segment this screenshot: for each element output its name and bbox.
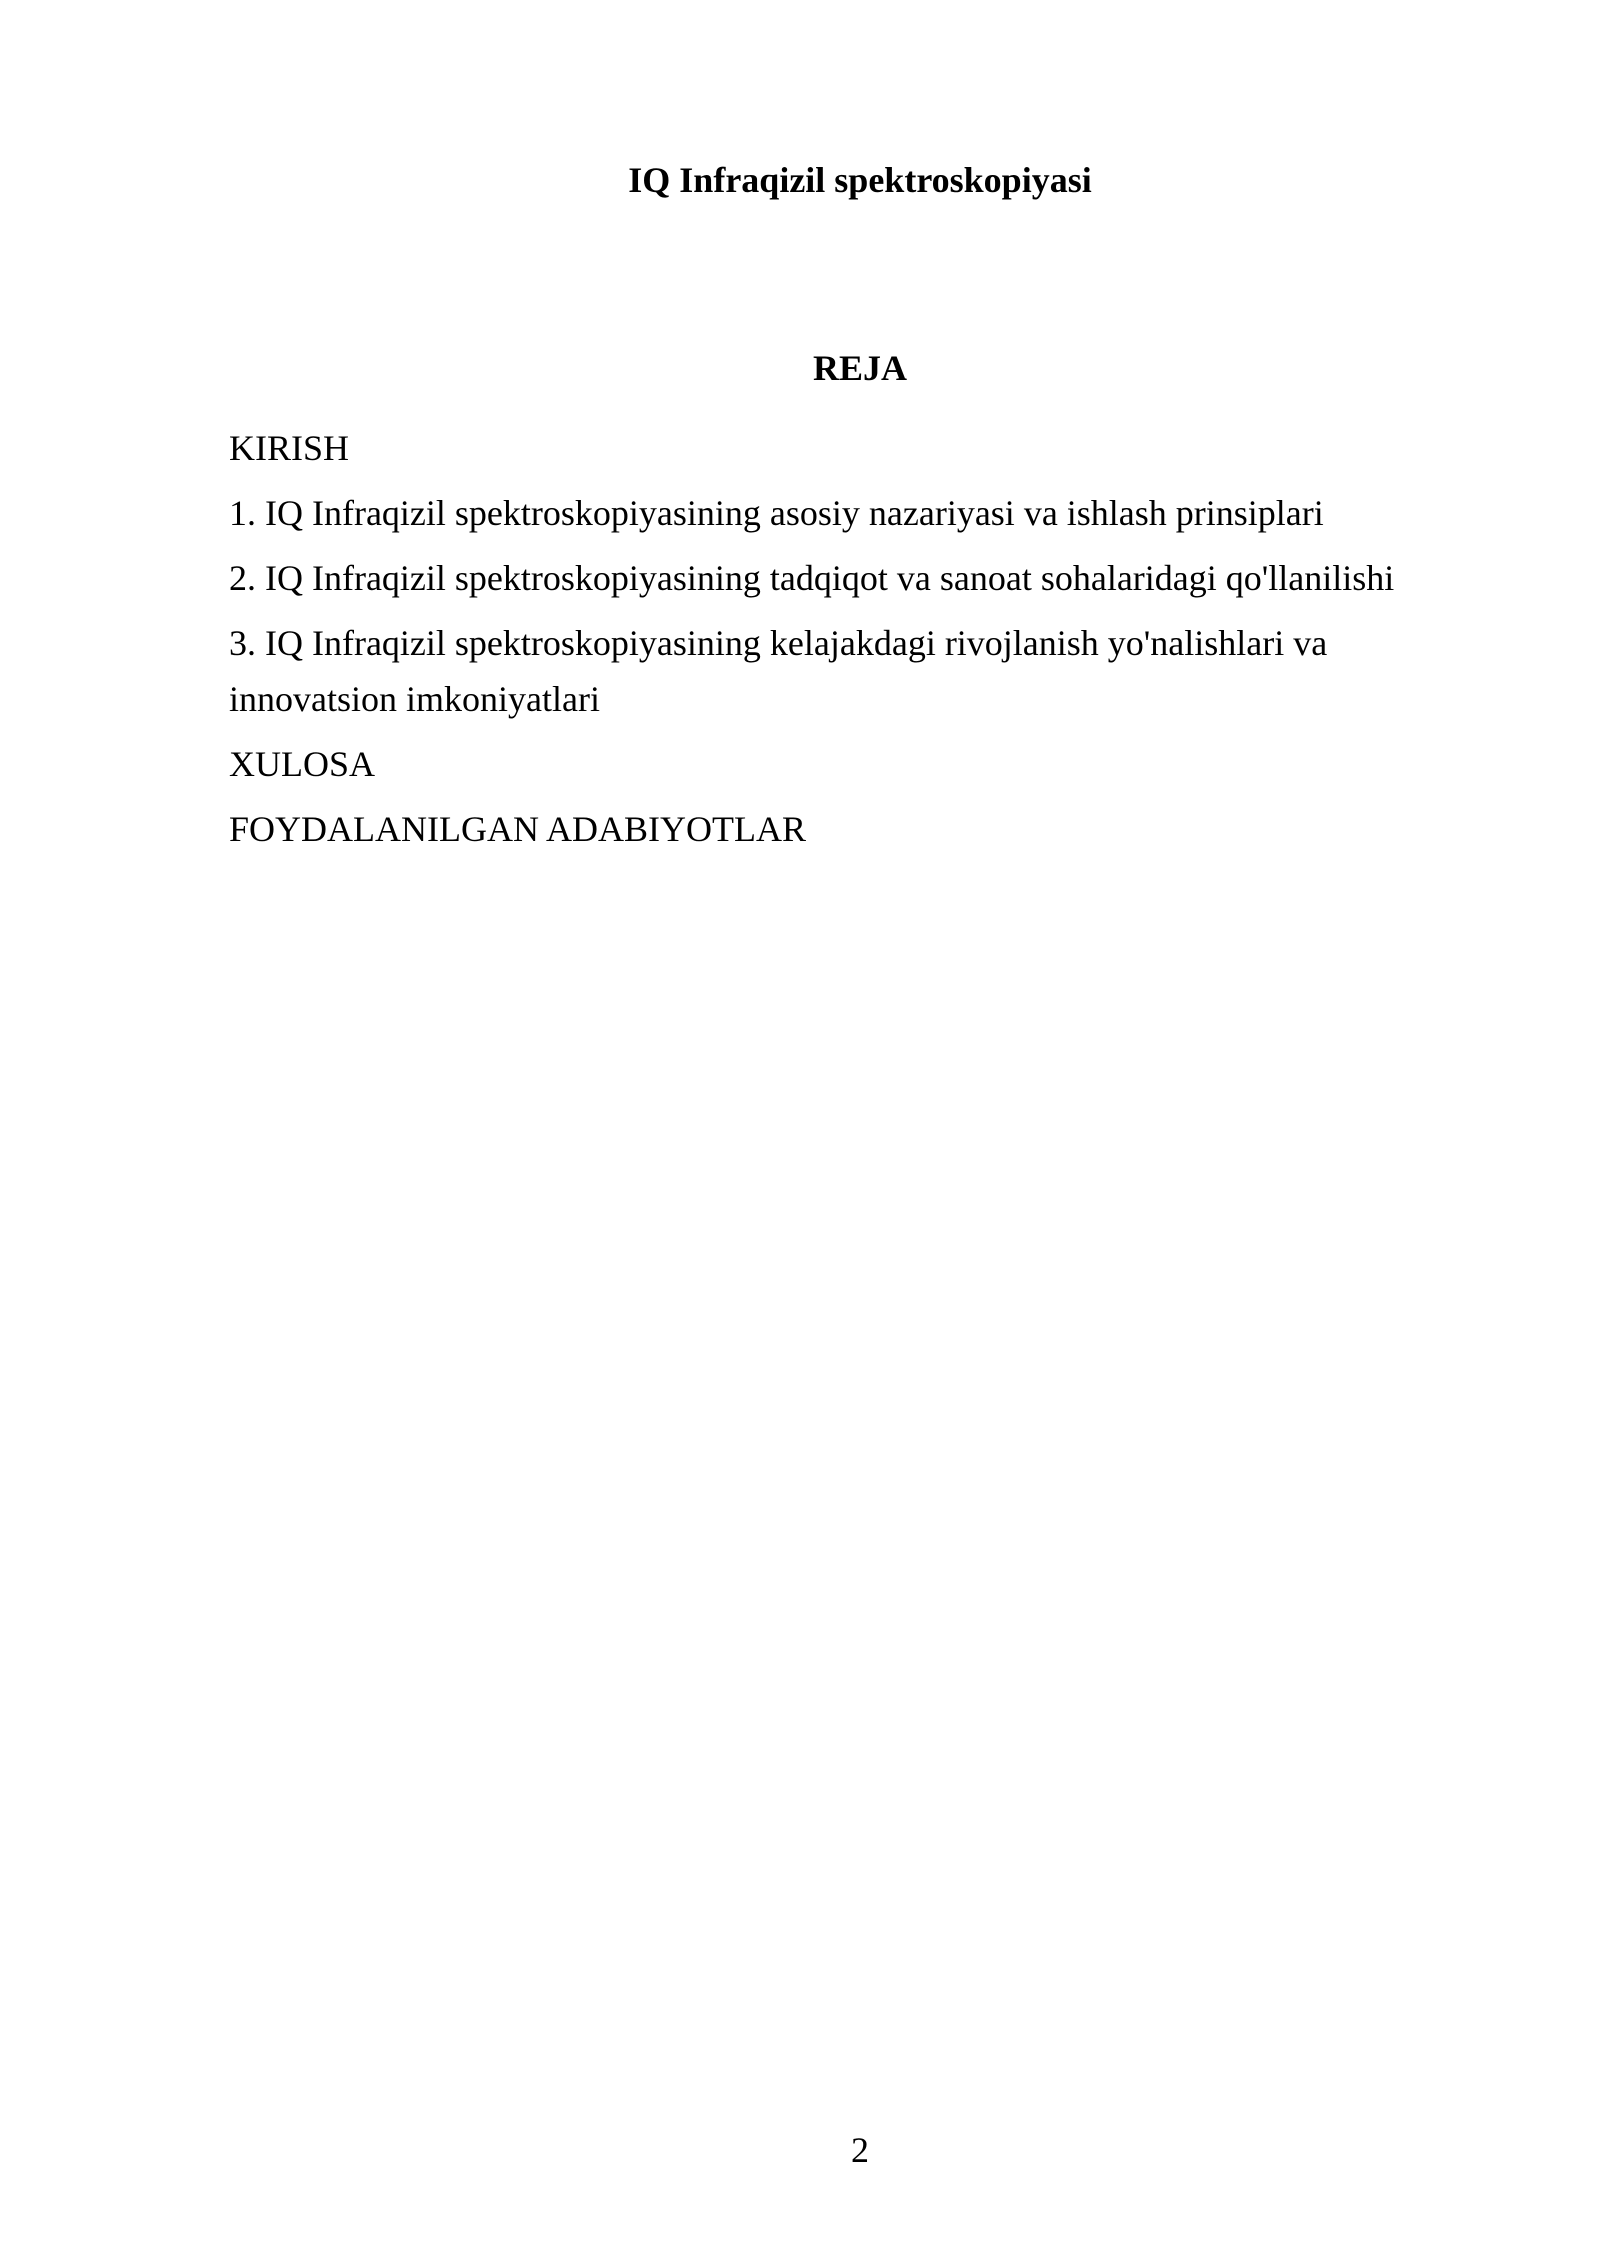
plan-heading: REJA <box>812 348 907 388</box>
plan-item-references: FOYDALANILGAN ADABIYOTLAR <box>229 809 806 849</box>
plan-item-1: 1. IQ Infraqizil spektroskopiyasining asosiy nazariyasi va ishlash prinsiplari <box>229 493 1324 533</box>
plan-item-2: 2. IQ Infraqizil spektroskopiyasining tadqiqot va sanoat sohalaridagi qo'llanilishi <box>229 558 1395 598</box>
plan-item-introduction: KIRISH <box>229 428 350 468</box>
document-title: IQ Infraqizil spektroskopiyasi <box>628 160 1092 200</box>
plan-list <box>229 420 1469 866</box>
page-number: 2 <box>851 2130 869 2170</box>
plan-item-conclusion: XULOSA <box>229 744 376 784</box>
plan-item-3: 3. IQ Infraqizil spektroskopiyasining kelajakdagi rivojlanish yo'nalishlari va innovatsion imkoniyatlari <box>229 623 1328 719</box>
